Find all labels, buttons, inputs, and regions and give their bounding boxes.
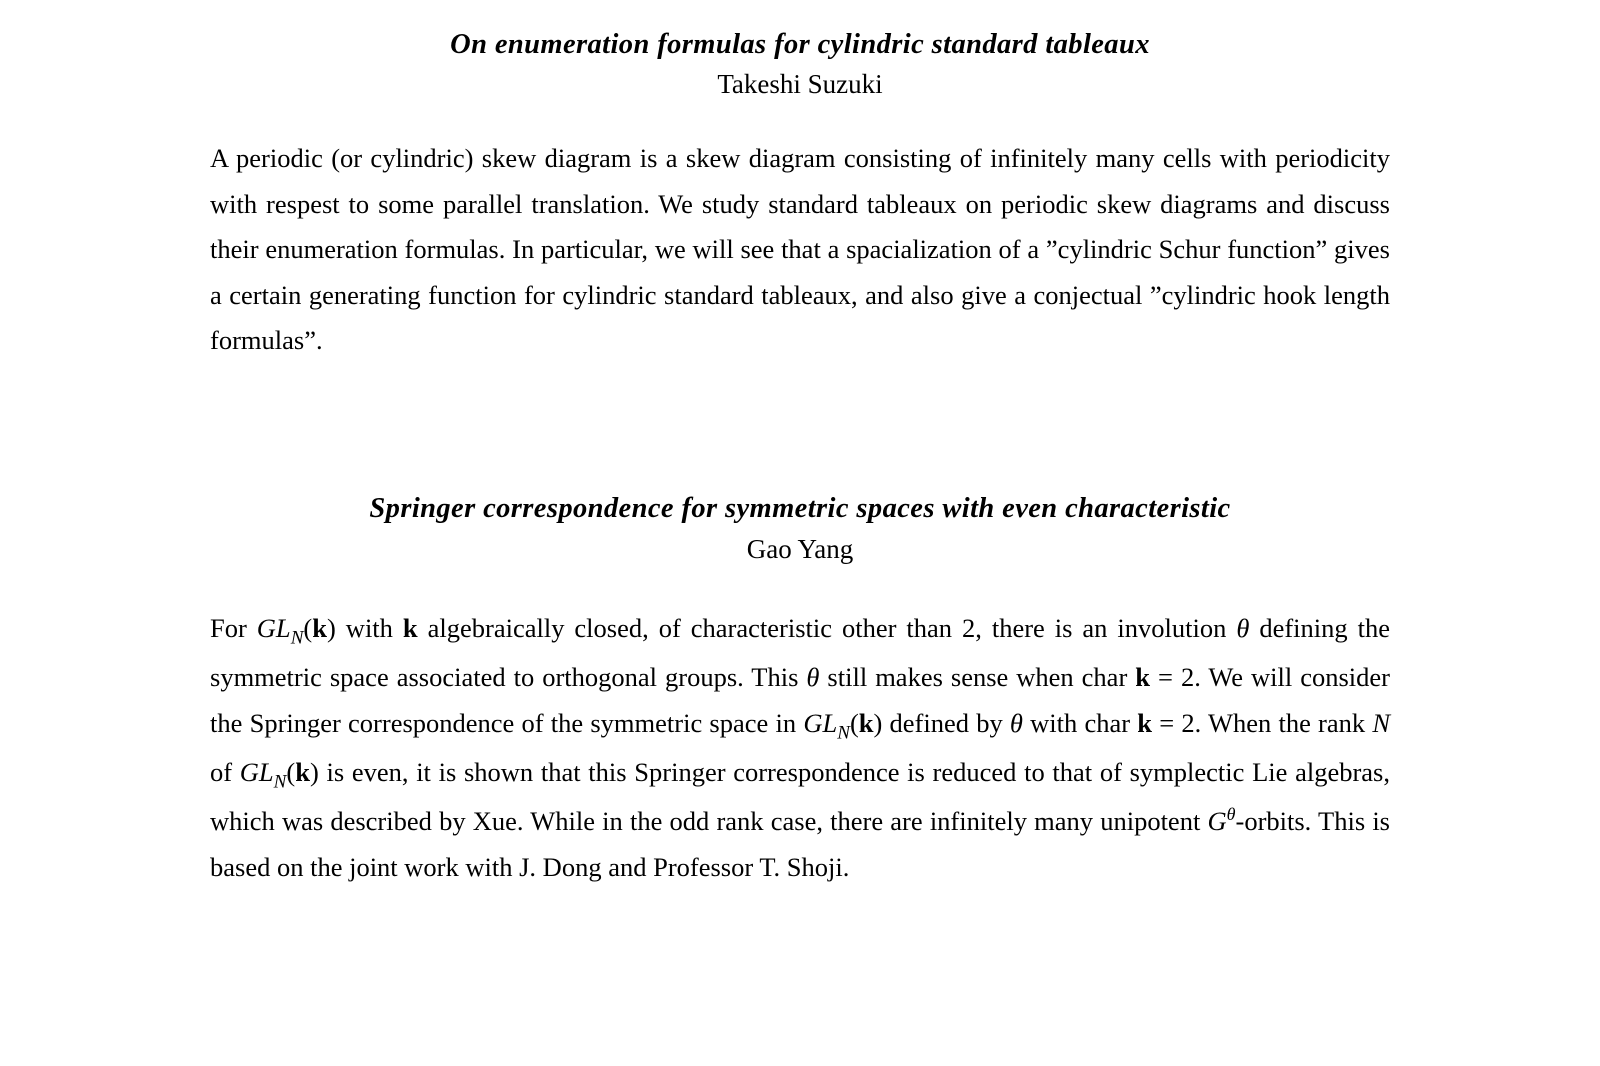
abstract-text <box>210 606 1390 890</box>
math-theta: θ <box>1236 613 1250 644</box>
math-paren-open: ( <box>303 613 313 644</box>
math-bold-k: k <box>295 757 310 788</box>
talk-title: On enumeration formulas for cylindric standard tableaux <box>450 29 1150 60</box>
abstract-fragment: = 2. When the rank <box>1152 707 1373 738</box>
abstract-entry-1 <box>210 28 1390 364</box>
math-paren-open: ( <box>286 757 296 788</box>
math-paren-close: ) <box>309 757 319 788</box>
math-bold-k: k <box>1135 662 1151 693</box>
math-paren-close: ) <box>873 707 883 738</box>
math-subscript-n: N <box>290 627 304 649</box>
talk-author: Takeshi Suzuki <box>717 69 883 100</box>
math-rank-n: N <box>1372 707 1391 738</box>
abstract-fragment: with char <box>1022 707 1138 738</box>
math-gl: GL <box>239 757 274 788</box>
abstract-fragment: defining the symmetric space associated to orthogonal groups. This <box>210 613 1390 693</box>
abstract-fragment: with <box>335 613 403 644</box>
math-subscript-n: N <box>837 722 850 744</box>
abstract-fragment: is even, it is shown that this Springer correspondence is reduced to that of symplectic Lie algebras, which was described by Xue. While in the odd rank case, there are infinitely many unipotent <box>210 757 1390 837</box>
math-gl: GL <box>803 707 838 738</box>
math-bold-k: k <box>312 613 327 644</box>
math-g: G <box>1207 806 1227 837</box>
math-superscript-theta: θ <box>1226 804 1236 825</box>
abstract-fragment: defined by <box>882 707 1010 738</box>
math-subscript-n: N <box>273 771 287 793</box>
abstract-text: A periodic (or cylindric) skew diagram is a skew diagram consisting of infinitely many cells with periodicity with respest to some parallel translation. We study standard tableaux on periodic skew diagrams and discuss their enumeration formulas. In particular, we will see that a spacialization of a ”cylindric Schur function” gives a certain generating function for cylindric standard tableaux, and also give a conjectual ”cylindric hook length formulas”. <box>210 142 1390 356</box>
abstract-fragment: of <box>210 757 240 788</box>
abstract-fragment: -orbits. This is based on the joint work with J. Dong and Professor T. Shoji. <box>210 806 1390 882</box>
math-gl: GL <box>256 613 291 644</box>
math-bold-k: k <box>1137 707 1153 738</box>
math-paren-close: ) <box>327 613 336 644</box>
math-theta: θ <box>1009 707 1023 738</box>
math-bold-k: k <box>402 613 418 644</box>
abstract-fragment: still makes sense when char <box>819 662 1136 693</box>
math-bold-k: k <box>858 707 874 738</box>
math-paren-open: ( <box>849 707 859 738</box>
talk-title: Springer correspondence for symmetric spaces with even characteristic <box>369 493 1231 525</box>
talk-author: Gao Yang <box>746 533 854 564</box>
abstract-entry-2 <box>210 492 1390 890</box>
math-theta: θ <box>806 662 820 693</box>
abstract-fragment: algebraically closed, of characteristic other than 2, there is an involution <box>417 613 1237 644</box>
section-spacer <box>0 390 1600 430</box>
abstract-fragment: = 2. We will consider the Springer correspondence of the symmetric space in <box>210 662 1390 738</box>
abstract-fragment: For <box>210 613 257 644</box>
